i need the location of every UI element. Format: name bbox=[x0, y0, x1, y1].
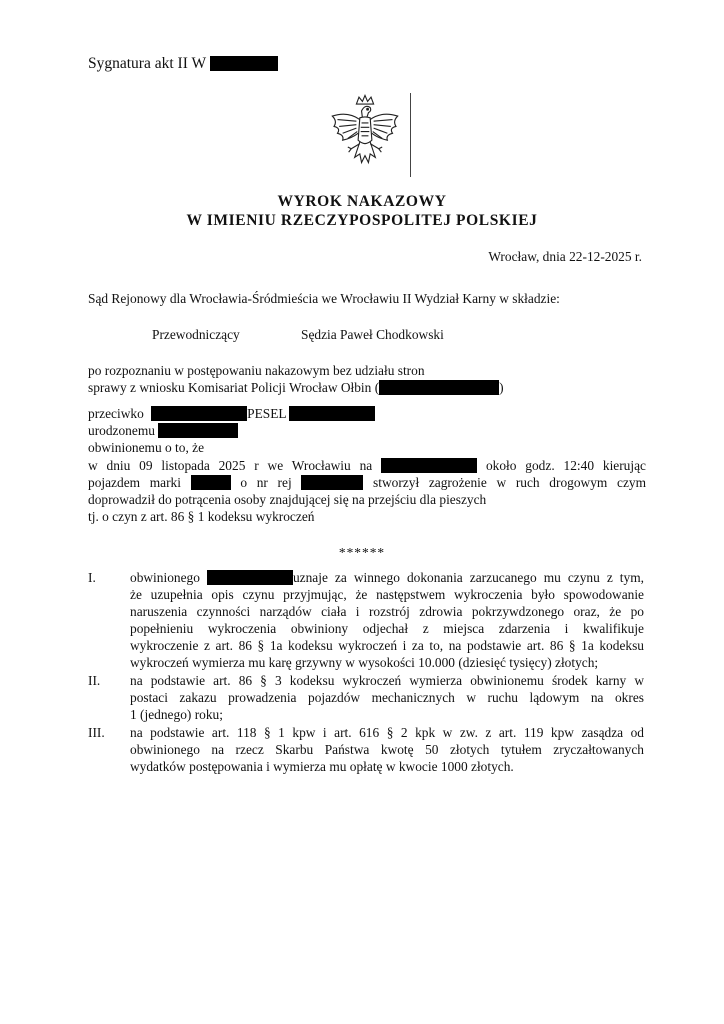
charge-1a: w dniu 09 listopada 2025 r we Wrocławiu na bbox=[88, 458, 373, 473]
point-2-line-3: 1 (jednego) roku; bbox=[130, 707, 223, 722]
charge-line-1 bbox=[88, 458, 646, 474]
accused-label: obwinionemu o to, że bbox=[88, 440, 205, 455]
composition-judge: Sędzia Paweł Chodkowski bbox=[301, 327, 444, 342]
case-number bbox=[88, 55, 278, 73]
case-number-label: Sygnatura akt II W bbox=[88, 55, 206, 72]
procedure-line-1: po rozpoznaniu w postępowaniu nakazowym bez udziału stron bbox=[88, 363, 425, 378]
charge-2a: pojazdem marki bbox=[88, 475, 181, 490]
charge-2c: stworzył zagrożenie w ruch drogowym czym bbox=[373, 475, 647, 490]
procedure-applicant: sprawy z wniosku Komisariat Policji Wrocław Ołbin ( bbox=[88, 380, 380, 395]
court-name: Sąd Rejonowy dla Wrocławia-Śródmieścia we Wrocławiu II Wydział Karny w składzie: bbox=[88, 291, 560, 306]
point-3-line-2: obwinionego na rzecz Skarbu Państwa kwotę 50 złotych tytułem zryczałtowanych bbox=[130, 742, 644, 757]
pesel-label: PESEL bbox=[247, 406, 287, 421]
charge-line-2 bbox=[88, 475, 646, 491]
defendant-line bbox=[88, 406, 375, 422]
redaction-vehicle-make bbox=[191, 475, 231, 490]
point-1-line-1 bbox=[130, 570, 644, 586]
point-2-line-1: na podstawie art. 86 § 3 kodeksu wykroczeń wymierza obwinionemu środek karny w bbox=[130, 673, 644, 688]
point-1-prefix: obwinionego bbox=[130, 570, 200, 585]
charge-line-4: tj. o czyn z art. 86 § 1 kodeksu wykroczeń bbox=[88, 509, 315, 524]
section-separator: ****** bbox=[338, 545, 386, 560]
point-1-line-5: wykroczenie z art. 86 § 1a kodeksu wykroczeń i za to, na podstawie art. 86 § 1a kodeksu bbox=[130, 638, 644, 653]
polish-eagle-emblem-icon bbox=[322, 92, 408, 178]
redaction-defendant-name bbox=[151, 406, 247, 421]
procedure-close-paren: ) bbox=[499, 380, 504, 395]
emblem-divider bbox=[410, 93, 411, 177]
point-3-line-1: na podstawie art. 118 § 1 kpw i art. 616 § 2 kpk w zw. z art. 119 kpw zasądza od bbox=[130, 725, 644, 740]
redaction-location bbox=[381, 458, 477, 473]
born-line bbox=[88, 423, 238, 439]
procedure-line-2 bbox=[88, 380, 504, 396]
charge-2b: o nr rej bbox=[240, 475, 292, 490]
redaction-case-number bbox=[210, 56, 278, 71]
redaction-registration bbox=[301, 475, 363, 490]
point-3-number: III. bbox=[88, 725, 105, 740]
redaction-birth bbox=[158, 423, 238, 438]
point-1-line-2: że uzupełnia opis czynu przyjmując, że następstwem wykroczenia było spowodowanie bbox=[130, 587, 644, 602]
document-subtitle: W IMIENIU RZECZYPOSPOLITEJ POLSKIEJ bbox=[186, 212, 538, 229]
point-1-line-3: naruszenia czynności narządów ciała i rozstrój zdrowia pokrzywdzonego oraz, że po bbox=[130, 604, 644, 619]
charge-1b: około godz. 12:40 kierując bbox=[485, 458, 646, 473]
point-2-number: II. bbox=[88, 673, 101, 688]
point-3-line-3: wydatków postępowania i wymierza mu opłatę w kwocie 1000 złotych. bbox=[130, 759, 514, 774]
point-1-number: I. bbox=[88, 570, 96, 585]
born-label: urodzonemu bbox=[88, 423, 155, 438]
redaction-defendant-name-2 bbox=[207, 570, 293, 585]
point-2-line-2: postaci zakazu prowadzenia pojazdów mechanicznych w ruchu lądowym na okres bbox=[130, 690, 644, 705]
redaction-case-ref bbox=[379, 380, 499, 395]
redaction-pesel bbox=[289, 406, 375, 421]
point-1-line-4: popełnieniu wykroczenia obwiniony odjechał z miejsca zdarzenia i kwalifikuje bbox=[130, 621, 644, 636]
charge-line-3: doprowadził do potrącenia osoby znajdującej się na przejściu dla pieszych bbox=[88, 492, 487, 507]
point-1-line-6: wykroczeń wymierza mu karę grzywny w wysokości 10.000 (dziesięć tysięcy) złotych; bbox=[130, 655, 599, 670]
composition-role: Przewodniczący bbox=[152, 327, 240, 342]
point-1-suffix: uznaje za winnego dokonania zarzucanego mu czynu z tym, bbox=[292, 570, 644, 585]
place-date: Wrocław, dnia 22-12-2025 r. bbox=[488, 249, 642, 264]
document-title: WYROK NAKAZOWY bbox=[277, 193, 447, 210]
against-label: przeciwko bbox=[88, 406, 144, 421]
